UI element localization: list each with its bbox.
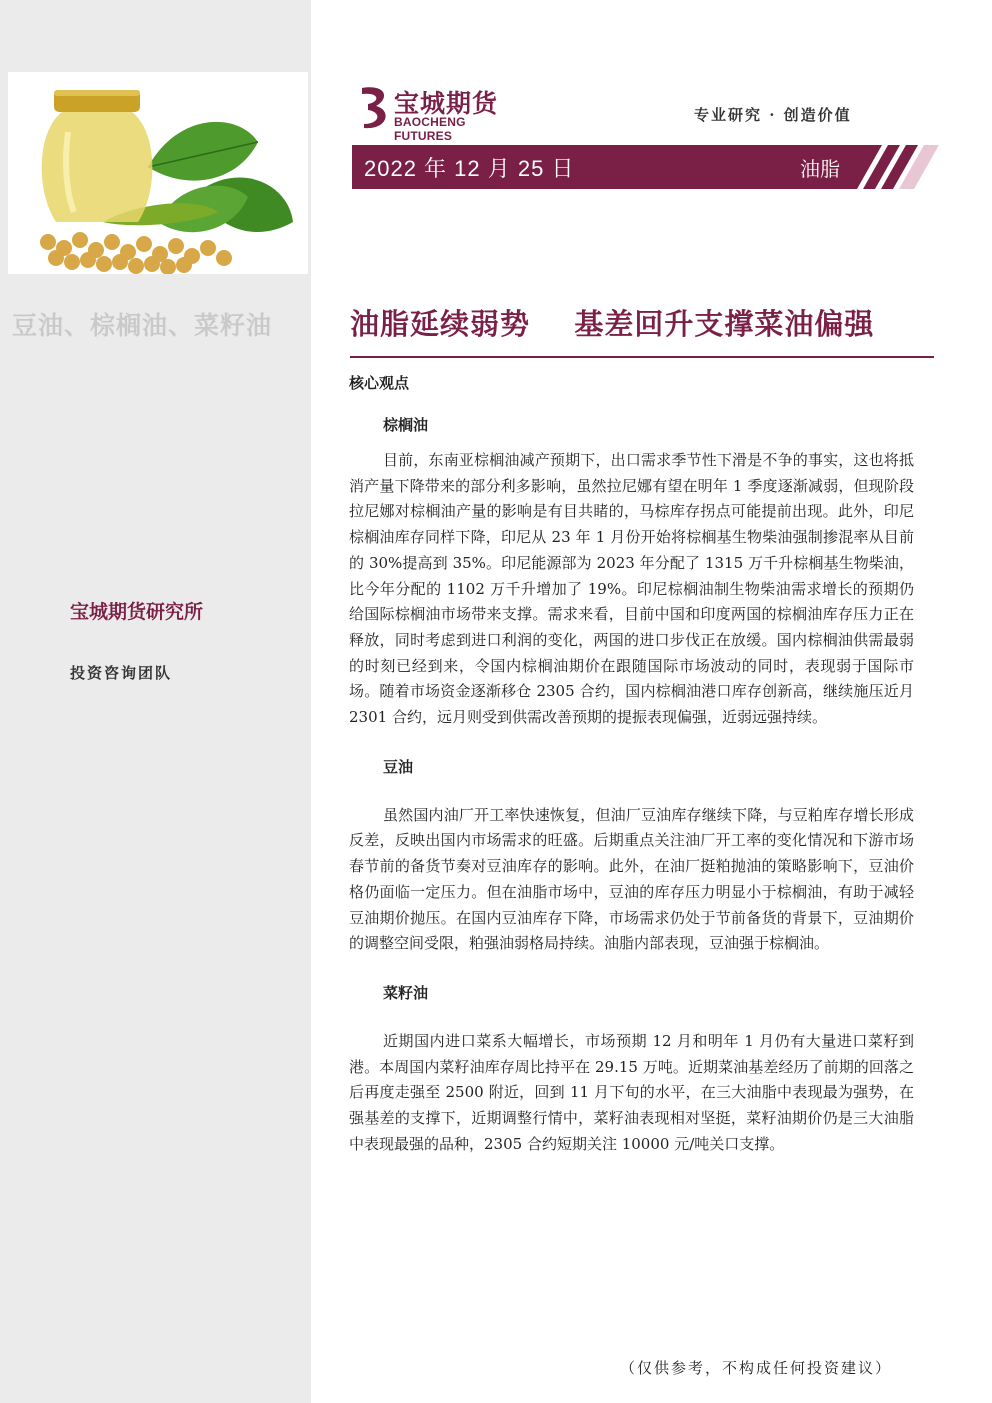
company-logo	[356, 84, 526, 143]
section-body-palm-oil: 目前，东南亚棕榈油减产预期下，出口需求季节性下滑是不争的事实，这也将抵消产量下降带来的部分利多影响，虽然拉尼娜有望在明年 1 季度逐渐减弱，但现阶段拉尼娜对棕榈油产量的影响是有目共睹的，马棕库存拐点可能提前出现。此外，印尼棕榈油库存同样下降，印尼从 23 年 1 月份开始将棕榈基生物柴油强制掺混率从目前的 30%提高到 35%。印尼能源部为 2023 年分配了 1315 万千升棕榈基生物柴油，比今年分配的 1102 万千升增加了 19%。印尼棕榈油制生物柴油需求增长的预期仍给国际棕榈油市场带来支撑。需求来看，目前中国和印度两国的棕榈油库存压力正在释放，同时考虑到进口利润的变化，两国的进口步伐正在放缓。国内棕榈油供需最弱的时刻已经到来，令国内棕榈油期价在跟随国际市场波动的同时，表现弱于国际市场。随着市场资金逐渐移仓 2305 合约，国内棕榈油港口库存创新高，继续施压近月 2301 合约，远月则受到供需改善预期的提振表现偏强，近弱远强持续。	[349, 451, 914, 727]
report-date: 2022 年 12 月 25 日	[364, 156, 575, 181]
oil-soybean-illustration	[8, 72, 308, 274]
section-heading-palm-oil: 棕榈油	[383, 416, 429, 434]
team-name: 投资咨询团队	[70, 664, 173, 682]
section-body-rapeseed-oil: 近期国内进口菜系大幅增长，市场预期 12 月和明年 1 月仍有大量进口菜籽到港。本周国内菜籽油库存周比持平在 29.15 万吨。近期菜油基差经历了前期的回落之后再度走强至 2500 附近，回到 11 月下旬的水平，在三大油脂中表现最为强势，在强基差的支撑下，近期调整行情中，菜籽油表现相对坚挺，菜籽油期价仍是三大油脂中表现最强的品种，2305 合约短期关注 10000 元/吨关口支撑。	[349, 1031, 914, 1153]
research-institute-name: 宝城期货研究所	[70, 601, 204, 623]
oil-jar-image	[8, 72, 308, 274]
disclaimer: （仅供参考，不构成任何投资建议）	[620, 1359, 893, 1377]
logo-english: BAOCHENG FUTURES	[394, 115, 466, 143]
section-heading-rapeseed-oil: 菜籽油	[383, 983, 429, 1002]
report-headline: 油脂延续弱势 基差回升支撑菜油偏强	[350, 307, 875, 341]
report-category: 油脂	[800, 157, 840, 181]
date-band	[352, 145, 939, 189]
section-heading-soybean-oil: 豆油	[383, 757, 414, 776]
logo-chinese: 宝城期货	[394, 89, 499, 118]
report-body	[349, 370, 914, 1157]
logo-mark-icon	[356, 84, 392, 132]
section-body-soybean-oil: 虽然国内油厂开工率快速恢复，但油厂豆油库存继续下降，与豆粕库存增长形成反差，反映出国内市场需求的旺盛。后期重点关注油厂开工率的变化情况和下游市场春节前的备货节奏对豆油库存的影响。此外，在油厂挺粕抛油的策略影响下，豆油价格仍面临一定压力。但在油脂市场中，豆油的库存压力明显小于棕榈油，有助于减轻豆油期价抛压。在国内豆油库存下降，市场需求仍处于节前备货的背景下，豆油期价的调整空间受限，粕强油弱格局持续。油脂内部表现，豆油强于棕榈油。	[349, 805, 914, 953]
headline-divider	[350, 356, 934, 358]
tagline: 专业研究 · 创造价值	[694, 106, 852, 124]
product-list-title: 豆油、棕榈油、菜籽油	[12, 311, 273, 340]
sidebar	[0, 0, 311, 1403]
core-views-heading: 核心观点	[349, 374, 410, 392]
